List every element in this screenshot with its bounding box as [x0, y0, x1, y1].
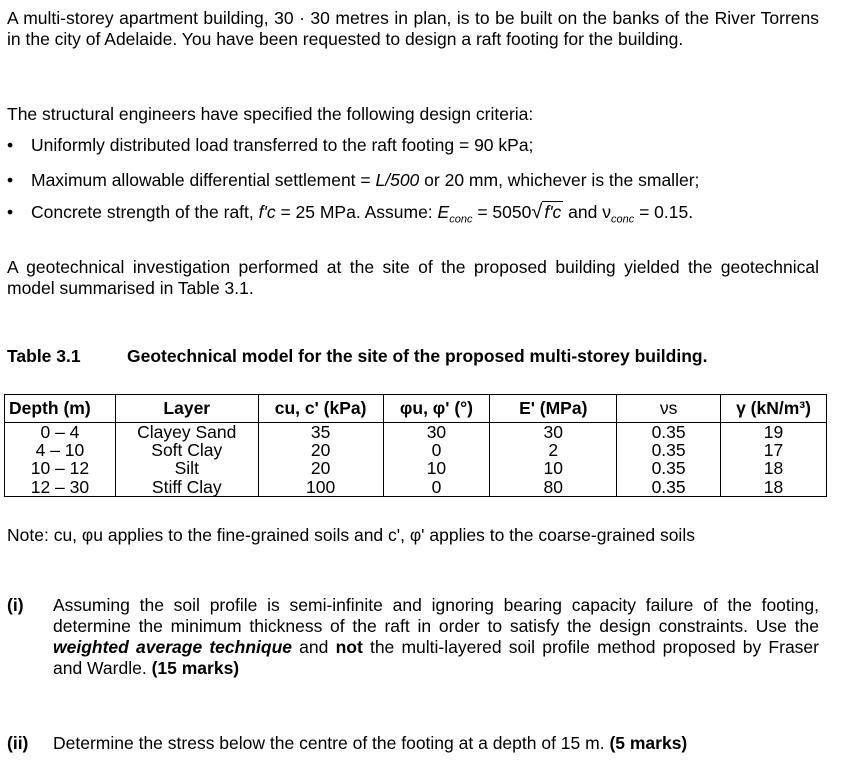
col-header: γ (kN/m³) — [721, 395, 827, 423]
geotechnical-table — [4, 394, 827, 497]
table-row: 10 – 12 Silt 20 10 10 0.35 18 — [5, 459, 827, 477]
geotech-paragraph: A geotechnical investigation performed at the site of the proposed building yielded the geotechnical model summarised in Table 3.1. — [7, 257, 819, 298]
table-row: 12 – 30 Stiff Clay 100 0 80 0.35 18 — [5, 478, 827, 497]
col-header: Layer — [115, 395, 258, 423]
table-row: 0 – 4 Clayey Sand 35 30 30 0.35 19 — [5, 423, 827, 442]
col-header: cu, c' (kPa) — [258, 395, 383, 423]
criteria-intro: The structural engineers have specified the following design criteria: — [7, 104, 534, 124]
question-i-text: Assuming the soil profile is semi-infinite and ignoring bearing capacity failure of the footing, determine the minimum thickness of the raft in order to satisfy the design constraints. Use the weighted average technique and not the multi-layered soil profile method proposed by Fraser and Wardle. (15 marks) — [53, 595, 819, 678]
col-header: Depth (m) — [5, 395, 116, 423]
bullet-icon: • — [7, 170, 14, 190]
bullet-icon: • — [7, 202, 14, 222]
col-header: φu, φ' (°) — [383, 395, 490, 423]
col-header: νs — [617, 395, 721, 423]
criteria-item: • Uniformly distributed load transferred to the raft footing = 90 kPa; — [7, 135, 534, 155]
question-ii: (ii) Determine the stress below the centre of the footing at a depth of 15 m. (5 marks) — [7, 733, 819, 754]
criteria-list — [7, 135, 837, 231]
square-root: √ f'c — [531, 201, 562, 223]
question-ii-text: Determine the stress below the centre of the footing at a depth of 15 m. (5 marks) — [53, 733, 688, 753]
question-i: (i) Assuming the soil profile is semi-infinite and ignoring bearing capacity failure of the footing, determine the minimum thickness of the raft in order to satisfy the design constraints. Use the weighted average technique and not the multi-layered soil profile method proposed by Fraser and Wardle. (15 marks) — [7, 595, 819, 678]
col-header: E' (MPa) — [490, 395, 617, 423]
bullet-icon: • — [7, 135, 14, 155]
table-caption: Table 3.1 Geotechnical model for the site of the proposed multi-storey building. — [7, 346, 708, 366]
table-note: Note: cu, φu applies to the fine-grained soils and c', φ' applies to the coarse-grained soils — [7, 525, 695, 545]
criteria-item: • Concrete strength of the raft, f'c = 25 MPa. Assume: $E_{conc} = 5050√$ f'c and $\nu_{conc} = 0.15$. — [7, 201, 694, 226]
intro-paragraph: A multi-storey apartment building, 30 · 30 metres in plan, is to be built on the banks of the River Torrens in the city of Adelaide. You have been requested to design a raft footing for the building. — [7, 8, 819, 49]
criteria-item: • Maximum allowable differential settlement = L/500 or 20 mm, whichever is the smaller; — [7, 170, 700, 190]
table-row: 4 – 10 Soft Clay 20 0 2 0.35 17 — [5, 441, 827, 459]
table-header-row — [5, 395, 827, 423]
